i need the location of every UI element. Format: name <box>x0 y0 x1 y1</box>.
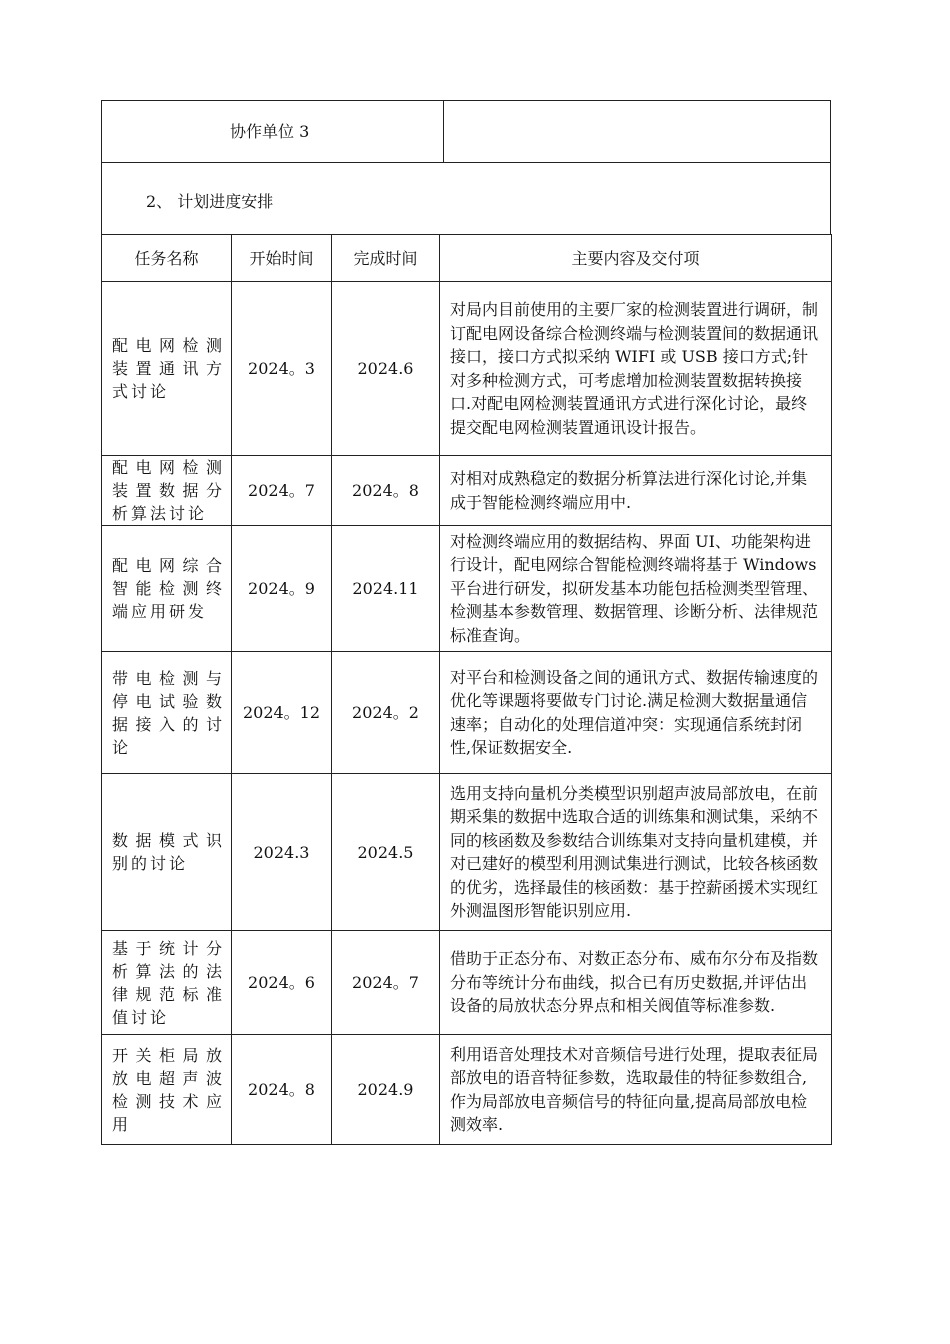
section-heading: 2、 计划进度安排 <box>146 192 274 211</box>
header-task-name: 任务名称 <box>102 235 232 282</box>
end-time: 2024.11 <box>332 526 440 652</box>
task-content: 借助于正态分布、对数正态分布、威布尔分布及指数分布等统计分布曲线，拟合已有历史数据,并评估出设备的局放状态分界点和相关阀值等标准参数. <box>440 931 832 1035</box>
table-row <box>102 282 832 456</box>
unit-label: 协作单位 3 <box>230 122 310 141</box>
table-row <box>102 652 832 774</box>
task-content: 利用语音处理技术对音频信号进行处理，提取表征局部放电的语音特征参数，选取最佳的特征参数组合,作为局部放电音频信号的特征向量,提高局部放电检测效率. <box>440 1035 832 1145</box>
header-start-time: 开始时间 <box>232 235 332 282</box>
end-time: 2024.6 <box>332 282 440 456</box>
start-time: 2024。6 <box>232 931 332 1035</box>
table-row <box>102 931 832 1035</box>
task-content: 对平台和检测设备之间的通讯方式、数据传输速度的优化等课题将要做专门讨论.满足检测大数据量通信速率；自动化的处理信道冲突：实现通信系统封闭性,保证数据安全. <box>440 652 832 774</box>
task-content: 对相对成熟稳定的数据分析算法进行深化讨论,并集成于智能检测终端应用中. <box>440 456 832 526</box>
task-content: 对检测终端应用的数据结构、界面 UI、功能架构进行设计，配电网综合智能检测终端将基于 Windows 平台进行研发，拟研发基本功能包括检测类型管理、检测基本参数管理、数据管理、诊断分析、法律规范标准查询。 <box>440 526 832 652</box>
unit-label-cell <box>101 100 444 163</box>
table-row <box>102 1035 832 1145</box>
end-time: 2024.5 <box>332 774 440 931</box>
task-name: 带电检测与停电试验数据接入的讨论 <box>102 652 232 774</box>
table-row <box>102 774 832 931</box>
start-time: 2024。9 <box>232 526 332 652</box>
start-time: 2024。3 <box>232 282 332 456</box>
table-row <box>102 526 832 652</box>
start-time: 2024。8 <box>232 1035 332 1145</box>
section-heading-cell <box>101 162 831 235</box>
task-name: 配电网检测装置数据分析算法讨论 <box>102 456 232 526</box>
end-time: 2024.9 <box>332 1035 440 1145</box>
unit-value-cell <box>443 100 831 163</box>
table-header-row <box>102 235 832 282</box>
start-time: 2024.3 <box>232 774 332 931</box>
header-end-time: 完成时间 <box>332 235 440 282</box>
task-content: 选用支持向量机分类模型识别超声波局部放电，在前期采集的数据中选取合适的训练集和测试集，采纳不同的核函数及参数结合训练集对支持向量机建模，并对已建好的模型利用测试集进行测试，比较各核函数的优劣，选择最佳的核函数：基于控薪函援术实现红外测温图形智能识别应用. <box>440 774 832 931</box>
task-name: 开关柜局放放电超声波检测技术应用 <box>102 1035 232 1145</box>
task-name: 基于统计分析算法的法律规范标准值讨论 <box>102 931 232 1035</box>
end-time: 2024。7 <box>332 931 440 1035</box>
task-content: 对局内目前使用的主要厂家的检测装置进行调研，制订配电网设备综合检测终端与检测装置间的数据通讯接口，接口方式拟采纳 WIFI 或 USB 接口方式;针对多种检测方式，可考虑增加检测装置数据转换接口.对配电网检测装置通讯方式进行深化讨论，最终提交配电网检测装置通讯设计报告。 <box>440 282 832 456</box>
task-name: 数据模式识别的讨论 <box>102 774 232 931</box>
task-name: 配电网综合智能检测终端应用研发 <box>102 526 232 652</box>
start-time: 2024。12 <box>232 652 332 774</box>
table-row <box>102 456 832 526</box>
end-time: 2024。2 <box>332 652 440 774</box>
start-time: 2024。7 <box>232 456 332 526</box>
schedule-table <box>101 234 832 1145</box>
header-content: 主要内容及交付项 <box>440 235 832 282</box>
end-time: 2024。8 <box>332 456 440 526</box>
task-name: 配电网检测装置通讯方式讨论 <box>102 282 232 456</box>
